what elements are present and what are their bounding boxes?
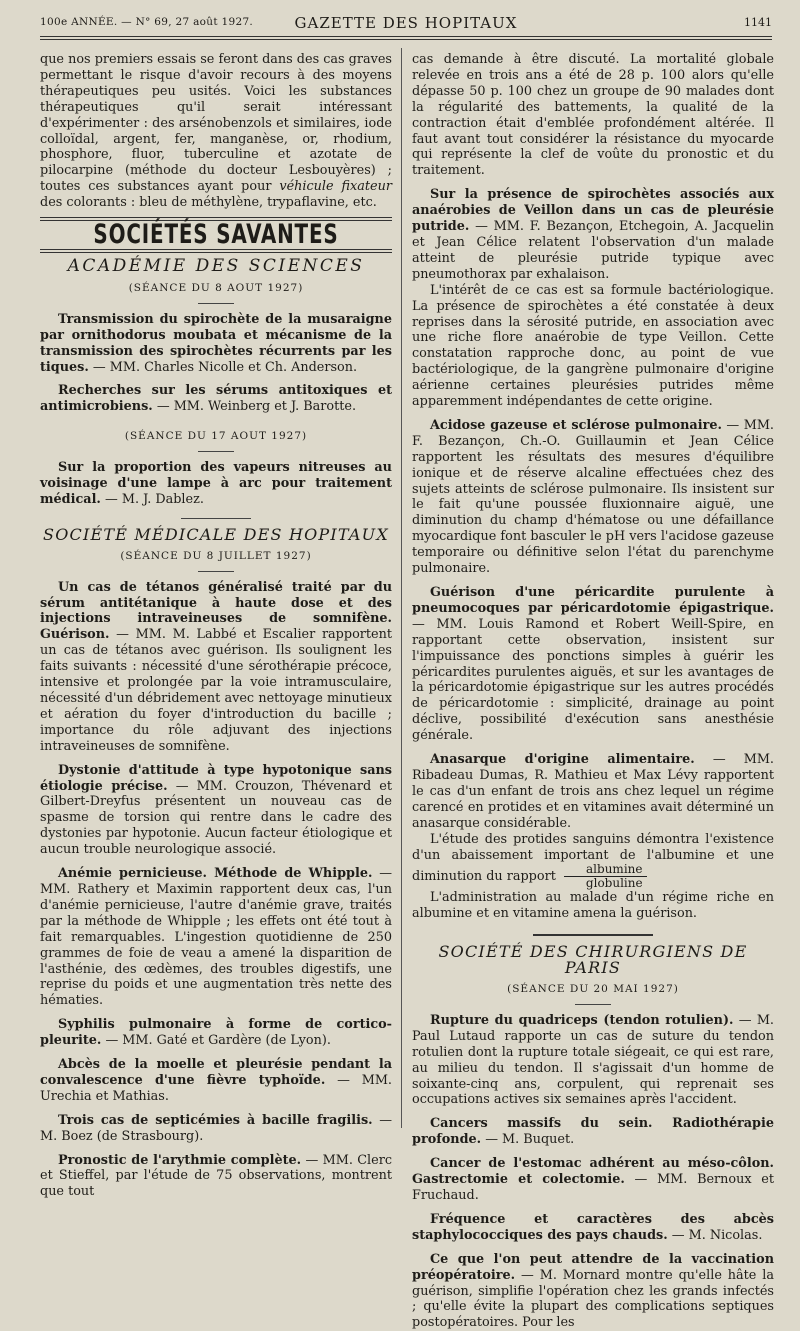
journal-title: GAZETTE DES HOPITAUX bbox=[294, 14, 518, 32]
smh-title: SOCIÉTÉ MÉDICALE DES HOPITAUX bbox=[43, 524, 389, 544]
article-item: Anémie pernicieuse. Méthode de Whipple. — MM. Rathery et Maximin rapportent deux cas, l'un d'anémie pernicieuse, l'autre d'anémie grave, traités par la méthode de Whipple ; les effets ont été tout à fait remarquables. L'ingestion quotidienne de 250 grammes de foie de veau a amené la disparition de l'asthénie, des œdèmes, des troubles digestifs, une reprise du poids et une augmentation très nette des hématies. bbox=[40, 866, 392, 1009]
issue-line: 100e ANNÉE. — N° 69, 27 août 1927. bbox=[40, 16, 254, 28]
article-item: Abcès de la moelle et pleurésie pendant la convalescence d'une fièvre typhoïde. — MM. Urechia et Mathias. bbox=[40, 1057, 392, 1104]
page-header bbox=[40, 12, 772, 34]
seance-date: (SÉANCE DU 8 AOUT 1927) bbox=[128, 281, 304, 294]
short-rule bbox=[533, 934, 653, 936]
article-item: Acidose gazeuse et sclérose pulmonaire. — MM. F. Bezançon, Ch.-O. Guillaumin et Jean Célice rapportent les résultats des mesures d'équilibre ionique et de réserve alcaline effectuées chez des sujets atteints de sclérose pulmonaire. Ils insistent sur le fait qu'une poussée fluxionnaire aiguë, une diminution du champ d'hématose ou une défaillance myocardique font basculer le pH vers l'acidose gazeuse temporaire ou définitive selon l'état du parenchyme pulmonaire. bbox=[412, 417, 774, 577]
seance-date: (SÉANCE DU 17 AOUT 1927) bbox=[124, 430, 308, 443]
article-item: Transmission du spirochète de la musaraigne par ornithodorus moubata et mécanisme de la transmission des spirochètes récurrents par les tiques. — MM. Charles Nicolle et Ch. Anderson. bbox=[40, 311, 392, 375]
article-item: Dystonie d'attitude à type hypotonique sans étiologie précise. — MM. Crouzon, Thévenard et Gilbert-Dreyfus présentent un nouveau cas de spasme de torsion qui rentre dans le cadre des dystonies par hypotonie. Aucun facteur étiologique et aucun trouble neurologique associé. bbox=[40, 762, 392, 858]
article-item: Anasarque d'origine alimentaire. — MM. Ribadeau Dumas, R. Mathieu et Max Lévy rapportent le cas d'un enfant de trois ans chez lequel un régime carencé en protides et en vitamines avait déterminé un anasarque considérable. bbox=[412, 752, 774, 831]
article-item: Fréquence et caractères des abcès staphylococciques des pays chauds. — M. Nicolas. bbox=[412, 1211, 774, 1243]
article-item: Ce que l'on peut attendre de la vaccination préopératoire. — M. Mornard montre qu'elle hâte la guérison, simplifie l'opération chez les grands infectés ; qu'elle évite la plupart des complications septiques postopératoires. Pour les bbox=[412, 1251, 774, 1331]
header-rule bbox=[40, 36, 772, 37]
short-rule bbox=[198, 571, 234, 572]
article-item: Sur la présence de spirochètes associés aux anaérobies de Veillon dans un cas de pleurésie putride. — MM. F. Bezançon, Etchegoin, A. Jacquelin et Jean Célice relatent l'observation d'un malade atteint de pleurésie putride typique avec pneumothorax par exhalaison. bbox=[412, 187, 774, 282]
article-item: Recherches sur les sérums antitoxiques et antimicrobiens. — MM. Weinberg et J. Barotte. bbox=[40, 383, 392, 415]
column-divider bbox=[401, 48, 402, 1128]
article-item: Syphilis pulmonaire à forme de cortico-pleurite. — MM. Gaté et Gardère (de Lyon). bbox=[40, 1017, 392, 1049]
continued-paragraph: cas demande à être discuté. La mortalité globale relevée en trois ans a été de 28 p. 100 alors qu'elle dépasse 50 p. 100 chez un groupe de 90 malades dont la régularité des battements, la qualité de la contraction était d'emblée profondément altérée. Il faut avant tout considérer la résistance du myocarde qui représente la clef de voûte du pronostic et du traitement. bbox=[412, 52, 774, 179]
article-paragraph: L'étude des protides sanguins démontra l'existence d'un abaissement important de l'albumine et une diminution du rapport $\frac{\text{albumine}}{\text{globuline}}$ bbox=[412, 831, 774, 891]
article-item: Trois cas de septicémies à bacille fragilis. — M. Boez (de Strasbourg). bbox=[40, 1112, 392, 1144]
ratio-fraction: $\frac{\text{albumine}}{\text{globuline}}$ bbox=[564, 863, 647, 890]
left-column bbox=[40, 52, 392, 1200]
page-number: 1141 bbox=[744, 16, 772, 29]
article-item: Pronostic de l'arythmie complète. — MM. Clerc et Stieffel, par l'étude de 75 observations, montrent que tout bbox=[40, 1152, 392, 1200]
article-item: Guérison d'une péricardite purulente à pneumocoques par péricardotomie épigastrique. — MM. Louis Ramond et Robert Weill-Spire, en rapportant cette observation, insistent sur l'impuissance des ponctions simples à guérir les péricardites purulentes aiguës, et sur les avantages de la péricardotomie épigastrique sur les autres procédés de péricardotomie : simplicité, drainage au point déclive, possibilité d'exécution sans anesthésie générale. bbox=[412, 585, 774, 744]
article-item: Rupture du quadriceps (tendon rotulien). — M. Paul Lutaud rapporte un cas de suture du tendon rotulien dont la rupture totale siégeait, ce qui est rare, au milieu du tendon. Il s'agissait d'un homme de soixante-cinq ans, corpulent, qui reprenait ses occupations actives six semaines après l'accident. bbox=[412, 1012, 774, 1108]
short-rule bbox=[198, 451, 234, 452]
short-rule bbox=[575, 1004, 611, 1005]
article-paragraph: L'intérêt de ce cas est sa formule bactériologique. La présence de spirochètes a été constatée à deux reprises dans la sérosité putride, en association avec une riche flore anaérobie de type Veillon. Cette constatation rapproche donc, au point de vue bactériologique, de la gangrène pulmonaire d'origine aérienne certaines pleurésies putrides même apparemment indépendantes de cette origine. bbox=[412, 282, 774, 410]
article-item: Un cas de tétanos généralisé traité par du sérum antitétanique à haute dose et des injections intraveineuses de somnifène. Guérison. — MM. M. Labbé et Escalier rapportent un cas de tétanos avec guérison. Ils soulignent les faits suivants : nécessité d'une sérothérapie précoce, intensive et prolongée par la voie intramusculaire, nécessité d'un débridement avec nettoyage minutieux et aération du foyer d'introduction du bacille ; importance du rôle adjuvant des injections intraveineuses de somnifène. bbox=[40, 579, 392, 754]
header-rule-2 bbox=[40, 39, 772, 40]
sch-title: SOCIÉTÉ DES CHIRURGIENS DE PARIS bbox=[438, 942, 748, 978]
seance-date: (SÉANCE DU 20 MAI 1927) bbox=[507, 983, 679, 996]
article-item: Sur la proportion des vapeurs nitreuses au voisinage d'une lampe à arc pour traitement médical. — M. J. Dablez. bbox=[40, 460, 392, 507]
right-column bbox=[412, 52, 774, 1331]
article-item: Cancer de l'estomac adhérent au méso-côlon. Gastrectomie et colectomie. — MM. Bernoux et Fruchaud. bbox=[412, 1156, 774, 1203]
short-rule bbox=[198, 303, 234, 304]
article-item: Cancers massifs du sein. Radiothérapie profonde. — M. Buquet. bbox=[412, 1116, 774, 1148]
article-paragraph: L'administration au malade d'un régime riche en albumine et en vitamine amena la guérison. bbox=[412, 890, 774, 922]
short-rule bbox=[181, 518, 251, 519]
intro-paragraph: que nos premiers essais se feront dans des cas graves permettant le risque d'avoir recours à des moyens thérapeutiques peu usités. Voici les substances thérapeutiques qu'il serait intéressant d'expérimenter : des arsénobenzols et similaires, iode colloïdal, argent, fer, manganèse, or, rhodium, phosphore, fluor, tuberculine et azotate de pilocarpine (méthode du docteur Lesbouyères) ; toutes ces substances ayant pour véhicule fixateur des colorants : bleu de méthylène, trypaflavine, etc. bbox=[40, 52, 392, 211]
academy-title: ACADÉMIE DES SCIENCES bbox=[67, 255, 365, 276]
section-title: SOCIÉTÉS SAVANTES bbox=[93, 219, 339, 251]
seance-date: (SÉANCE DU 8 JUILLET 1927) bbox=[120, 549, 312, 562]
